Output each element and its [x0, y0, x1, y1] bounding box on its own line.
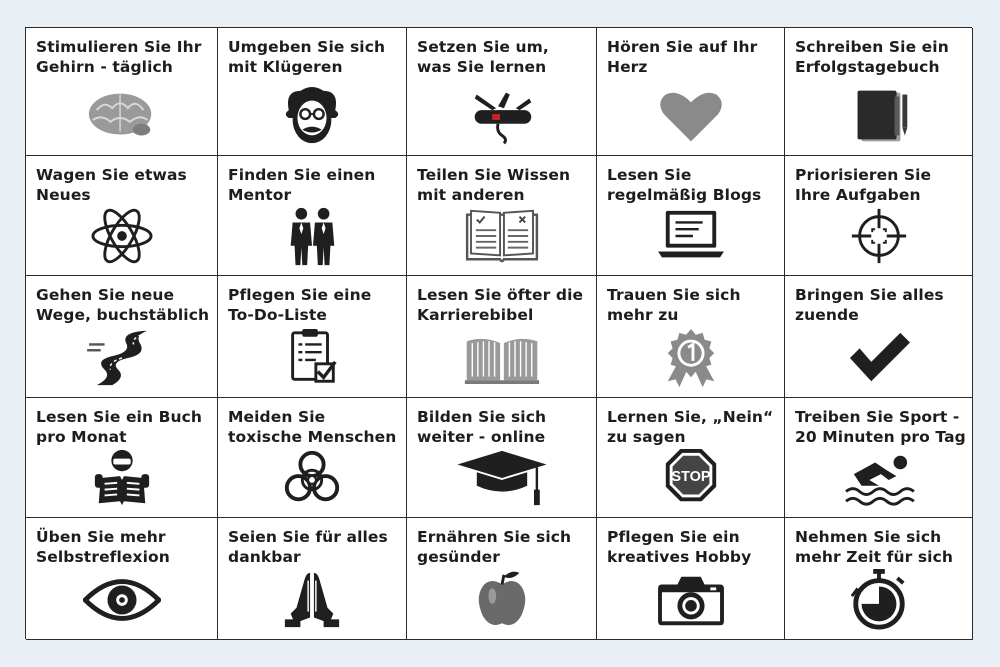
tip-label: Üben Sie mehr Selbstreflexion: [36, 528, 170, 566]
tip-cell: [218, 276, 407, 398]
tip-cell: [218, 518, 407, 640]
tip-cell: [597, 398, 785, 518]
tip-label: Lesen Sie öfter die Karrierebibel: [417, 286, 584, 324]
tips-grid: [25, 27, 972, 639]
tip-cell: [597, 276, 785, 398]
tip-cell: [26, 276, 218, 398]
tip-label: Teilen Sie Wissen mit anderen: [417, 166, 571, 204]
person-reading-icon: [83, 447, 161, 509]
atom-icon: [83, 205, 161, 267]
apple-icon: [463, 569, 541, 631]
brain-icon: [83, 85, 161, 147]
laptop-icon: [652, 205, 730, 267]
tip-label: Seien Sie für alles dankbar: [228, 528, 388, 566]
open-book-checklist-icon: [463, 205, 541, 267]
camera-icon: [652, 569, 730, 631]
tip-cell: [597, 28, 785, 156]
swiss-army-knife-icon: [463, 85, 541, 147]
tip-label: Schreiben Sie ein Erfolgstagebuch: [795, 38, 949, 76]
tip-label: Trauen Sie sich mehr zu: [607, 286, 741, 324]
clipboard-checklist-icon: [273, 327, 351, 389]
tip-label: Umgeben Sie sich mit Klügeren: [228, 38, 386, 76]
tip-label: Lesen Sie regelmäßig Blogs: [607, 166, 762, 204]
praying-hands-icon: [273, 569, 351, 631]
tip-label: Treiben Sie Sport - 20 Minuten pro Tag: [795, 408, 966, 446]
tip-cell: [785, 28, 973, 156]
graduation-cap-icon: [452, 447, 552, 509]
tip-label: Lesen Sie ein Buch pro Monat: [36, 408, 203, 446]
tip-cell: [785, 518, 973, 640]
stopwatch-icon: [840, 569, 918, 631]
tip-cell: [26, 518, 218, 640]
tip-cell: [218, 398, 407, 518]
notebook-pen-icon: [840, 85, 918, 147]
tip-cell: [597, 518, 785, 640]
tip-label: Nehmen Sie sich mehr Zeit für sich: [795, 528, 953, 566]
tip-cell: [407, 518, 597, 640]
tip-cell: [26, 156, 218, 276]
tip-cell: [407, 398, 597, 518]
tip-cell: [785, 156, 973, 276]
checkmark-icon: [840, 327, 918, 389]
swimmer-icon: [840, 447, 918, 509]
tip-label: Gehen Sie neue Wege, buchstäblich: [36, 286, 210, 324]
tip-cell: [597, 156, 785, 276]
tip-label: Meiden Sie toxische Menschen: [228, 408, 397, 446]
tip-cell: [218, 28, 407, 156]
tip-label: Stimulieren Sie Ihr Gehirn - täglich: [36, 38, 202, 76]
tip-label: Wagen Sie etwas Neues: [36, 166, 187, 204]
tip-label: Bilden Sie sich weiter - online: [417, 408, 547, 446]
crosshair-icon: [840, 205, 918, 267]
tip-cell: [407, 28, 597, 156]
mentor-people-icon: [273, 205, 351, 267]
stop-sign-icon: [652, 447, 730, 509]
tip-cell: [218, 156, 407, 276]
tip-cell: [26, 398, 218, 518]
heart-icon: [652, 85, 730, 147]
tip-cell: [26, 28, 218, 156]
einstein-face-icon: [273, 85, 351, 147]
tip-label: Pflegen Sie ein kreatives Hobby: [607, 528, 752, 566]
tip-cell: [407, 156, 597, 276]
tip-cell: [785, 398, 973, 518]
award-badge-icon: [652, 327, 730, 389]
tip-label: Priorisieren Sie Ihre Aufgaben: [795, 166, 932, 204]
tip-label: Hören Sie auf Ihr Herz: [607, 38, 758, 76]
tip-label: Lernen Sie, „Nein“ zu sagen: [607, 408, 774, 446]
biohazard-icon: [273, 447, 351, 509]
tip-cell: [785, 276, 973, 398]
tip-label: Pflegen Sie eine To-Do-Liste: [228, 286, 372, 324]
tip-label: Setzen Sie um, was Sie lernen: [417, 38, 549, 76]
open-book-icon: [463, 327, 541, 389]
tip-label: Finden Sie einen Mentor: [228, 166, 376, 204]
tip-cell: [407, 276, 597, 398]
eye-icon: [83, 569, 161, 631]
tip-label: Bringen Sie alles zuende: [795, 286, 944, 324]
stop-sign-text: STOP: [670, 468, 711, 485]
winding-road-icon: [83, 327, 161, 389]
tip-label: Ernähren Sie sich gesünder: [417, 528, 572, 566]
